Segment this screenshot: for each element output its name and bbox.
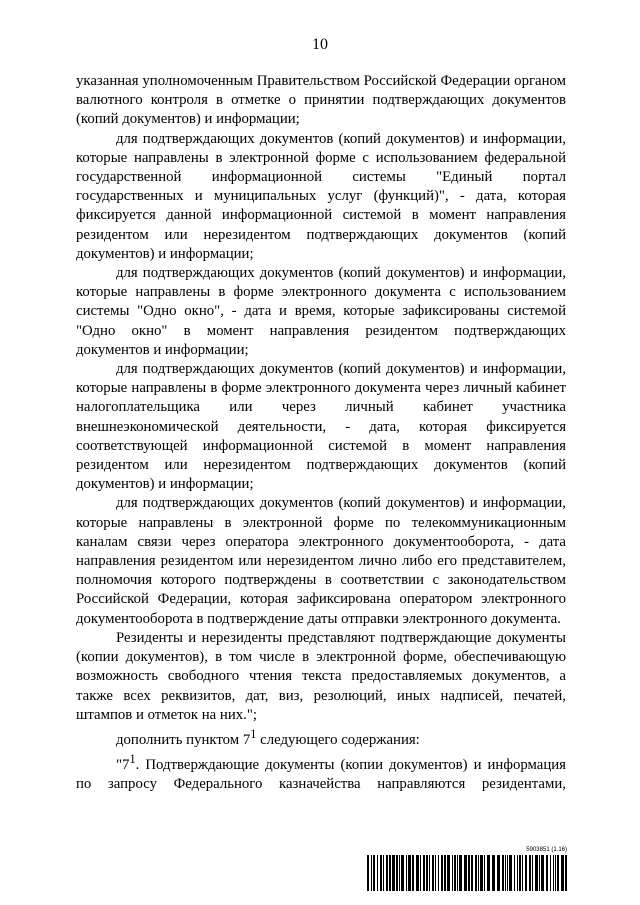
- paragraph: для подтверждающих документов (копий документов) и информации, которые направлены в электронной форме по телекоммуникационным каналам связи через оператора электронного документооборота, - дата направления резидентом или нерезидентом лично либо его представителем, полномочия которого подтверждены в соответствии с законодательством Российской Федерации, которая зафиксирована оператором электронного документооборота в подтверждение даты отправки электронного документа.: [76, 495, 566, 627]
- paragraph: для подтверждающих документов (копий документов) и информации, которые направлены в электронной форме с использованием федеральной государственной информационной системы "Единый портал государственных и муниципальных услуг (функций)", - дата, которая фиксируется данной информационной системой в момент направления резидентом или нерезидентом подтверждающих документов (копий документов) и информации;: [76, 130, 566, 262]
- paragraph: Резиденты и нерезиденты представляют подтверждающие документы (копии документов), в том числе в электронной форме, обеспечивающую возможность свободного чтения текста предоставляемых документов, а также всех реквизитов, дат, виз, резолюций, иных надписей, печатей, штампов и отметок на них.";: [76, 629, 566, 723]
- addition-line: [76, 725, 566, 750]
- paragraph: для подтверждающих документов (копий документов) и информации, которые направлены в форме электронного документа через личный кабинет налогоплательщика или через личный кабинет участника внешнеэкономической деятельности, - дата, которая фиксируется соответствующей информационной системой в момент направления резидентом или нерезидентом подтверждающих документов (копий документов) и информации;: [76, 361, 566, 493]
- barcode-block: [367, 847, 567, 893]
- barcode-icon: [367, 855, 567, 891]
- barcode-caption: 5903851 (1.16): [526, 847, 567, 853]
- document-body: [76, 72, 566, 794]
- addition-text: дополнить пунктом 7: [116, 731, 251, 748]
- addition-text: следующего содержания:: [256, 731, 420, 748]
- final-text: . Подтверждающие документы (копии документов) и информация по запросу Федерального казначейства направляются резидентами,: [76, 756, 566, 793]
- paragraph: указанная уполномоченным Правительством Российской Федерации органом валютного контроля в отметке о принятии подтверждающих документов (копий документов) и информации;: [76, 73, 566, 128]
- paragraph: для подтверждающих документов (копий документов) и информации, которые направлены в форме электронного документа с использованием системы "Одно окно", - дата и время, которые зафиксированы системой "Одно окно" в момент направления резидентом подтверждающих документов и информации;: [76, 265, 566, 358]
- final-paragraph: [76, 750, 566, 794]
- superscript: 1: [129, 752, 136, 767]
- page-number: 10: [312, 36, 328, 53]
- final-text: "7: [116, 756, 130, 773]
- superscript: 1: [250, 726, 257, 741]
